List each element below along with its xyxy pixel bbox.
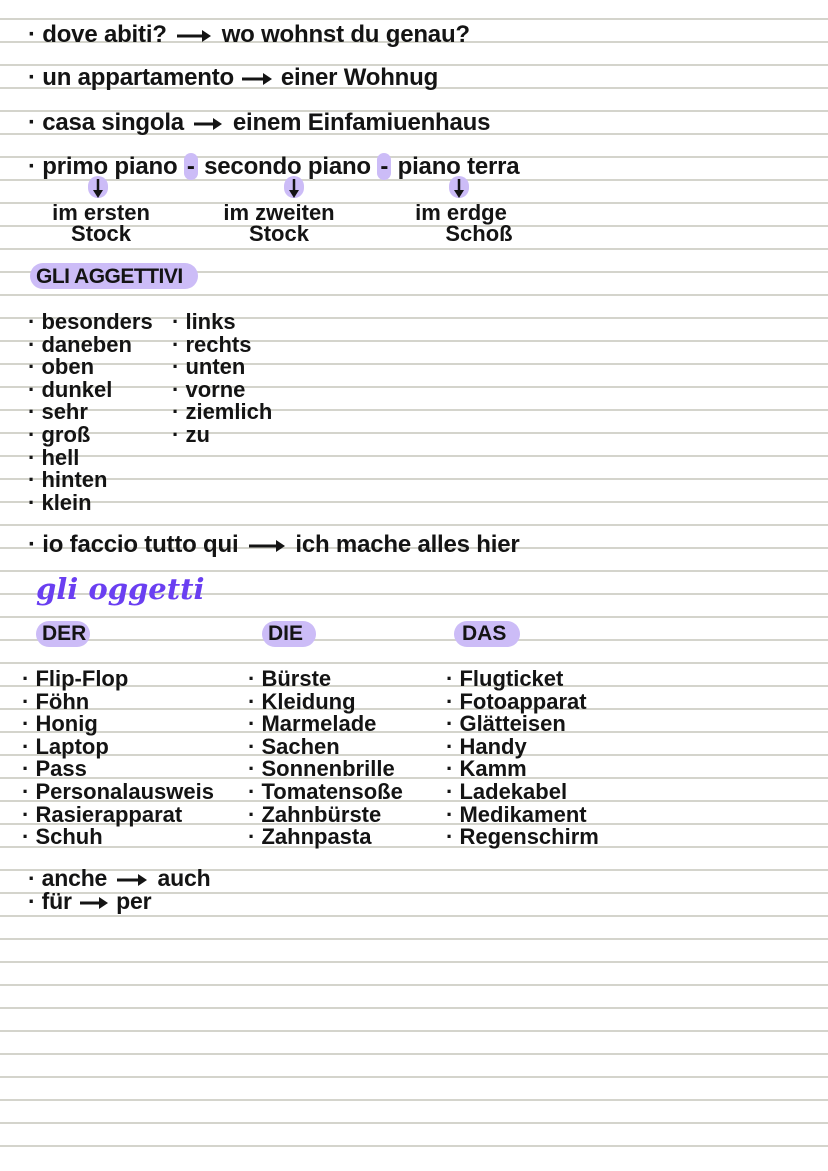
separator: - bbox=[184, 153, 198, 180]
der-label: DER bbox=[42, 622, 87, 645]
adjective-item: · groß bbox=[28, 424, 153, 447]
adjective-item: · rechts bbox=[172, 334, 272, 357]
arrow-icon bbox=[115, 869, 149, 889]
adjective-item: · daneben bbox=[28, 334, 153, 357]
adjective-item: · hell bbox=[28, 447, 153, 470]
adjective-item: · dunkel bbox=[28, 379, 153, 402]
phrase-anche: · anche auch bbox=[28, 865, 211, 891]
der-noun-item: · Rasierapparat bbox=[22, 804, 214, 827]
floor-label-1: im ersten Stock bbox=[52, 200, 150, 246]
der-noun-item: · Laptop bbox=[22, 736, 214, 759]
adjective-item: · klein bbox=[28, 492, 153, 515]
adjective-item: · unten bbox=[172, 356, 272, 379]
down-arrow-icon bbox=[452, 178, 466, 200]
phrase-appartamento: · un appartamento einer Wohnug bbox=[28, 64, 439, 91]
italian-text: casa singola bbox=[42, 109, 184, 136]
das-noun-item: · Regenschirm bbox=[446, 826, 599, 849]
floor-primo: primo piano bbox=[42, 153, 178, 180]
die-noun-item: · Bürste bbox=[248, 668, 403, 691]
die-noun-item: · Tomatensoße bbox=[248, 781, 403, 804]
das-noun-item: · Fotoapparat bbox=[446, 691, 599, 714]
floor-label-3: im erdge Schoß bbox=[415, 200, 513, 246]
objects-heading: gli oggetti bbox=[36, 572, 205, 606]
adjective-item: · vorne bbox=[172, 379, 272, 402]
adjective-item: · ziemlich bbox=[172, 401, 272, 424]
das-noun-item: · Glätteisen bbox=[446, 713, 599, 736]
das-noun-item: · Ladekabel bbox=[446, 781, 599, 804]
german-text: auch bbox=[157, 865, 211, 891]
adjective-item: · hinten bbox=[28, 469, 153, 492]
das-noun-item: · Flugticket bbox=[446, 668, 599, 691]
phrase-dove-abiti: · dove abiti? wo wohnst du genau? bbox=[28, 21, 470, 48]
italian-text: per bbox=[116, 888, 152, 914]
adjective-item: · zu bbox=[172, 424, 272, 447]
adjectives-col1 bbox=[28, 311, 153, 514]
arrow-icon bbox=[78, 892, 110, 912]
das-noun-item: · Handy bbox=[446, 736, 599, 759]
der-noun-item: · Pass bbox=[22, 758, 214, 781]
die-list bbox=[248, 668, 403, 849]
die-noun-item: · Kleidung bbox=[248, 691, 403, 714]
german-text: einem Einfamiuenhaus bbox=[232, 109, 491, 136]
das-list bbox=[446, 668, 599, 849]
italian-text: un appartamento bbox=[42, 64, 234, 91]
das-noun-item: · Medikament bbox=[446, 804, 599, 827]
floor-terra: piano terra bbox=[397, 153, 520, 180]
italian-text: dove abiti? bbox=[42, 21, 167, 48]
adjective-item: · oben bbox=[28, 356, 153, 379]
arrow-icon bbox=[240, 68, 274, 88]
der-noun-item: · Schuh bbox=[22, 826, 214, 849]
adjective-item: · besonders bbox=[28, 311, 153, 334]
italian-text: io faccio tutto qui bbox=[42, 531, 239, 558]
floors-line: · primo piano - secondo piano - piano terra bbox=[28, 153, 520, 180]
die-noun-item: · Marmelade bbox=[248, 713, 403, 736]
der-noun-item: · Flip-Flop bbox=[22, 668, 214, 691]
phrase-faccio: · io faccio tutto qui ich mache alles hier bbox=[28, 531, 520, 558]
arrow-icon bbox=[192, 113, 224, 133]
down-arrow-icon bbox=[287, 178, 301, 200]
das-noun-item: · Kamm bbox=[446, 758, 599, 781]
down-arrow-icon bbox=[91, 178, 105, 200]
das-label: DAS bbox=[462, 622, 507, 645]
german-text: einer Wohnug bbox=[280, 64, 439, 91]
die-label: DIE bbox=[268, 622, 304, 645]
die-noun-item: · Zahnpasta bbox=[248, 826, 403, 849]
separator: - bbox=[377, 153, 391, 180]
die-noun-item: · Zahnbürste bbox=[248, 804, 403, 827]
der-list bbox=[22, 668, 214, 849]
adjectives-heading: GLI AGGETTIVI bbox=[36, 265, 183, 288]
die-noun-item: · Sonnenbrille bbox=[248, 758, 403, 781]
der-noun-item: · Honig bbox=[22, 713, 214, 736]
phrase-fur: · für per bbox=[28, 888, 152, 914]
german-text: für bbox=[41, 888, 72, 914]
german-text: wo wohnst du genau? bbox=[221, 21, 470, 48]
floor-label-2: im zweiten Stock bbox=[223, 200, 335, 246]
der-noun-item: · Personalausweis bbox=[22, 781, 214, 804]
arrow-icon bbox=[247, 535, 287, 555]
phrase-casa-singola: · casa singola einem Einfamiuenhaus bbox=[28, 109, 491, 136]
der-noun-item: · Föhn bbox=[22, 691, 214, 714]
arrow-icon bbox=[175, 25, 213, 45]
adjective-item: · links bbox=[172, 311, 272, 334]
floor-secondo: secondo piano bbox=[204, 153, 371, 180]
italian-text: anche bbox=[41, 865, 108, 891]
die-noun-item: · Sachen bbox=[248, 736, 403, 759]
adjective-item: · sehr bbox=[28, 401, 153, 424]
adjectives-col2 bbox=[172, 311, 272, 447]
german-text: ich mache alles hier bbox=[295, 531, 520, 558]
